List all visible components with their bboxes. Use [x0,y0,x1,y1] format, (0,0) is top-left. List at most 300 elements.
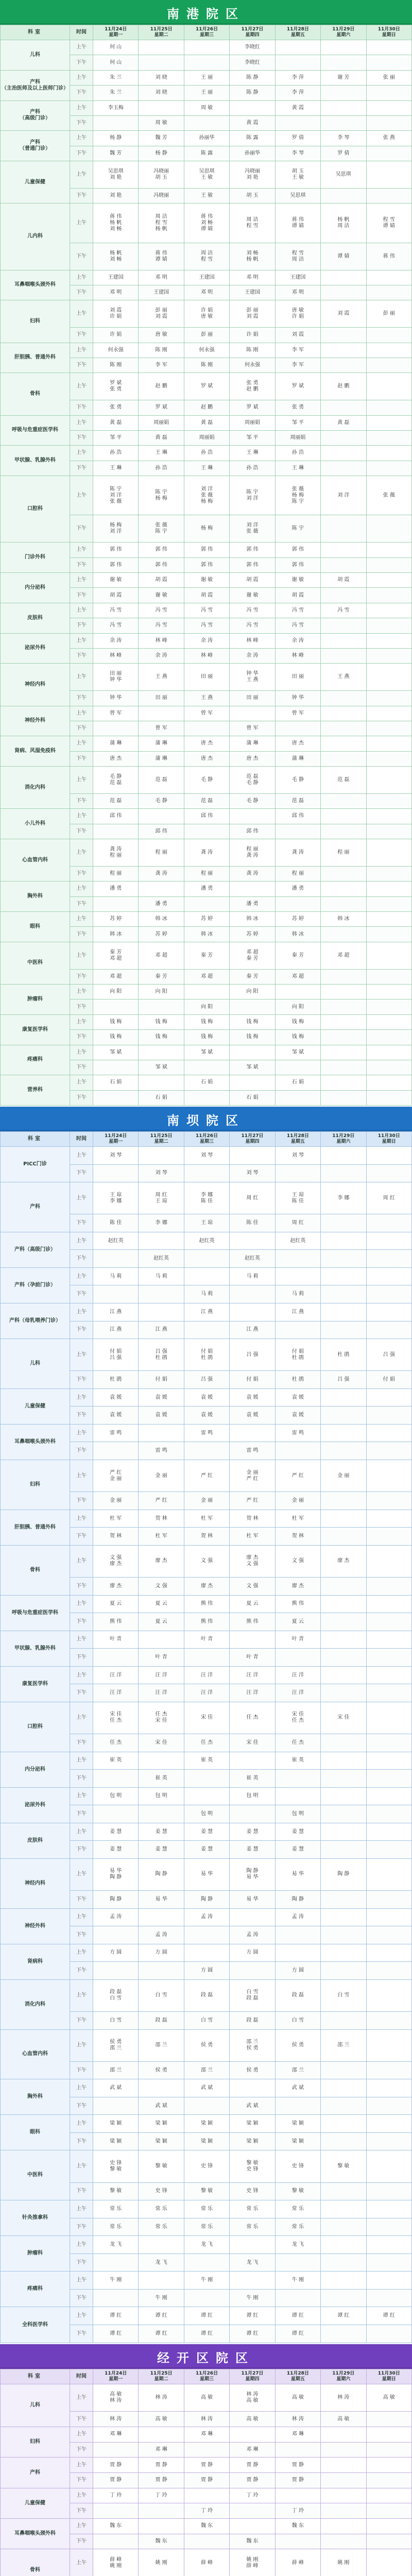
date-column-header [139,1132,184,1147]
time-slot-label: 下午 [70,146,93,161]
doctor-cell: 龚 涛 [275,839,320,867]
doctor-cell [321,446,366,461]
doctor-cell: 李 娜 [139,1214,184,1232]
date-label: 11月28日 [286,2371,309,2376]
doctor-cell: 龙 飞 [275,2236,320,2254]
time-slot-label: 下午 [70,588,93,603]
doctor-cell [366,1805,411,1823]
doctor-cell [321,1908,366,1926]
doctor-cell: 钟 华 [275,691,320,706]
doctor-cell: 任 杰 [230,1702,275,1734]
doctor-cell: 史 锋 黎 敏 [93,2150,139,2182]
doctor-cell: 梁 颖 [275,2132,320,2150]
doctor-cell: 刘 霞 许 娟 [93,300,139,328]
doctor-cell [366,942,411,969]
doctor-cell: 张 薇 [366,476,411,515]
doctor-cell: 汪 洋 [275,1666,320,1684]
doctor-cell: 钱 梅 [184,1030,229,1045]
time-slot-label: 上午 [70,2458,93,2473]
doctor-cell [321,1090,366,1105]
doctor-cell [321,2473,366,2488]
doctor-cell [275,896,320,911]
doctor-cell: 白 雪 [275,2012,320,2030]
doctor-cell: 白 雪 [139,1979,184,2011]
time-slot-label: 下午 [70,400,93,415]
time-slot-label: 上午 [70,1147,93,1165]
doctor-cell [366,1752,411,1770]
time-slot-label: 下午 [70,115,93,130]
doctor-cell [93,1649,139,1667]
time-slot-label: 下午 [70,358,93,372]
doctor-cell: 陈 露 [184,146,229,161]
doctor-cell: 袁 媛 [275,1406,320,1425]
doctor-cell [321,2442,366,2458]
time-slot-label: 上午 [70,476,93,515]
doctor-cell: 李 娜 [321,1182,366,1214]
doctor-cell: 易 华 [230,1891,275,1909]
department-name: 肿瘤科 [1,985,70,1015]
doctor-cell: 李 琴 [275,146,320,161]
time-slot-label: 下午 [70,721,93,736]
doctor-cell: 崔 英 [139,1770,184,1788]
doctor-cell [275,1164,320,1182]
doctor-cell [366,2079,411,2097]
doctor-cell [321,985,366,999]
doctor-cell: 罗 斌 [230,400,275,415]
doctor-cell [366,1631,411,1649]
doctor-cell: 郭 伟 [275,543,320,557]
doctor-cell [93,1164,139,1182]
weekday-label: 星期日 [382,32,396,38]
time-slot-label: 上午 [70,1045,93,1060]
doctor-cell: 陶 静 [275,1891,320,1909]
doctor-cell: 丁 玲 [275,2503,320,2519]
doctor-cell [366,1528,411,1546]
doctor-cell: 王 敏 [184,188,229,203]
doctor-cell [139,2079,184,2097]
department-name: 消化内科 [1,1979,70,2029]
doctor-cell: 曾 军 [275,706,320,721]
doctor-cell: 向 阳 [139,985,184,999]
doctor-cell [321,1841,366,1859]
doctor-cell: 何永强 [230,358,275,372]
doctor-cell: 牛 刚 [139,2289,184,2307]
doctor-cell: 常 乐 [93,2218,139,2236]
doctor-cell [366,1979,411,2011]
time-column-header: 时间 [70,1132,93,1147]
doctor-cell [366,1492,411,1510]
time-slot-label: 下午 [70,1060,93,1075]
doctor-cell: 王建国 [139,285,184,300]
doctor-cell: 马 莉 [184,1285,229,1303]
doctor-cell: 文 强 [230,1578,275,1596]
doctor-cell [366,1164,411,1182]
department-name: 产科 [1,1182,70,1232]
doctor-cell: 陈 宇 [275,515,320,543]
doctor-cell [366,1787,411,1805]
time-slot-label: 下午 [70,1578,93,1596]
doctor-cell: 陈 宇 杨 梅 [139,476,184,515]
time-slot-label: 上午 [70,1908,93,1926]
doctor-cell: 丁 玲 [93,2488,139,2503]
department-name: PICC门诊 [1,1147,70,1182]
doctor-cell: 江 燕 [139,1321,184,1339]
date-column-header [275,1132,320,1147]
doctor-cell [366,1595,411,1613]
department-name: 胸外科 [1,882,70,912]
doctor-cell: 潘 勇 [275,882,320,896]
doctor-cell [366,161,411,189]
doctor-cell: 任 杰 [184,1734,229,1752]
department-name: 呼吸与危重症医学科 [1,1595,70,1631]
header-row [1,2369,412,2384]
doctor-cell: 邹 斌 [139,1060,184,1075]
doctor-cell: 姜 慧 [275,1841,320,1859]
doctor-cell: 姜 慧 [230,1841,275,1859]
doctor-cell [366,1014,411,1029]
schedule-row [1,1303,412,1321]
time-slot-label: 下午 [70,1770,93,1788]
schedule-row [1,1858,412,1890]
doctor-cell: 陈 宇 刘 洋 [230,476,275,515]
department-name: 消化内科 [1,767,70,809]
time-slot-label: 上午 [70,1595,93,1613]
doctor-cell: 叶 青 [275,1631,320,1649]
doctor-cell: 宋 佳 [139,1734,184,1752]
doctor-cell: 李 琴 [321,131,366,146]
doctor-cell: 毛 静 [184,767,229,794]
doctor-cell: 袁 媛 [230,1388,275,1406]
doctor-cell [321,1944,366,1962]
doctor-cell: 薛 峰 [275,2549,320,2576]
time-slot-label: 上午 [70,2488,93,2503]
schedule-row [1,300,412,328]
doctor-cell: 雷 鸣 [139,1442,184,1460]
time-column-header: 时间 [70,2369,93,2384]
schedule-row [1,543,412,557]
doctor-cell [366,543,411,557]
doctor-cell [321,461,366,476]
doctor-cell: 孙 浩 [230,461,275,476]
doctor-cell: 姚 刚 薛 峰 [230,2549,275,2576]
doctor-cell: 彭 丽 刘 霞 [139,300,184,328]
doctor-cell: 贾 静 [139,2473,184,2488]
time-slot-label: 下午 [70,1684,93,1702]
doctor-cell: 易 华 陶 静 [93,1858,139,1890]
doctor-cell: 黎 敏 [321,2150,366,2182]
time-slot-label: 下午 [70,648,93,663]
schedule-row [1,1595,412,1613]
doctor-cell [366,721,411,736]
doctor-cell [230,1232,275,1250]
date-column-header [93,2369,139,2384]
time-slot-label: 下午 [70,1164,93,1182]
doctor-cell: 朱 兰 [93,86,139,100]
doctor-cell [366,839,411,867]
doctor-cell [321,86,366,100]
doctor-cell [230,706,275,721]
doctor-cell: 吕 强 [230,1339,275,1371]
department-name: 口腔科 [1,1702,70,1752]
department-name: 神经内科 [1,664,70,706]
doctor-cell [93,115,139,130]
doctor-cell [366,1303,411,1321]
time-slot-label: 上午 [70,942,93,969]
doctor-cell: 韩 冰 [230,912,275,927]
doctor-cell [321,1250,366,1268]
doctor-cell [93,2289,139,2307]
doctor-cell [230,1075,275,1090]
doctor-cell [139,1075,184,1090]
doctor-cell: 林 峰 [139,633,184,648]
doctor-cell [321,1267,366,1285]
doctor-cell [366,2061,411,2079]
doctor-cell: 黄 霞 [230,115,275,130]
doctor-cell [321,557,366,572]
doctor-cell [366,1388,411,1406]
doctor-cell [366,896,411,911]
doctor-cell: 黎 敏 史 锋 [230,2150,275,2182]
doctor-cell: 周丽娟 [139,415,184,430]
time-slot-label: 上午 [70,2549,93,2576]
schedule-row [1,736,412,751]
doctor-cell [366,270,411,285]
doctor-cell: 高 敏 [139,2412,184,2427]
schedule-row [1,343,412,358]
doctor-cell: 胡 霞 [321,573,366,588]
schedule-row [1,573,412,588]
doctor-cell: 汪 洋 [184,1684,229,1702]
doctor-cell: 罗 倩 [275,131,320,146]
doctor-cell [366,1926,411,1944]
doctor-cell: 梁 颖 [139,2132,184,2150]
time-slot-label: 上午 [70,1752,93,1770]
department-name: 疼痛科 [1,1045,70,1075]
doctor-cell: 姜 慧 [93,1823,139,1841]
doctor-cell: 付 娟 杜 鹃 [184,1339,229,1371]
doctor-cell: 郭 伟 [93,557,139,572]
time-slot-label: 下午 [70,1030,93,1045]
date-column-header [230,2369,275,2384]
doctor-cell [321,1528,366,1546]
schedule-row [1,204,412,243]
doctor-cell: 邓 明 [275,285,320,300]
doctor-cell: 熊 伟 [230,1613,275,1631]
doctor-cell [139,2236,184,2254]
weekday-label: 星期一 [109,1139,123,1144]
doctor-cell: 刘 琴 [93,1147,139,1165]
date-label: 11月26日 [196,2371,218,2376]
doctor-cell: 宋 佳 任 杰 [93,1702,139,1734]
doctor-cell: 蒋 伟 谭 婧 [275,204,320,243]
doctor-cell: 钱 梅 [275,1030,320,1045]
doctor-cell: 王 琼 李 娜 [93,1182,139,1214]
doctor-cell [366,2012,411,2030]
doctor-cell [321,1891,366,1909]
schedule-table-header [1,2369,412,2384]
date-label: 11月25日 [150,27,173,32]
doctor-cell: 范 磊 [139,767,184,794]
doctor-cell: 汪 洋 [93,1684,139,1702]
doctor-cell: 段 磊 白 雪 [93,1979,139,2011]
doctor-cell [321,115,366,130]
department-name: 中医科 [1,942,70,984]
doctor-cell: 熊 伟 [275,1595,320,1613]
doctor-cell: 易 华 [275,1858,320,1890]
doctor-cell: 贾 静 [275,2473,320,2488]
doctor-cell [321,2182,366,2200]
doctor-cell: 邱 伟 [184,809,229,824]
doctor-cell: 侯 勇 邵 兰 [93,2029,139,2061]
doctor-cell [321,1214,366,1232]
doctor-cell: 姜 慧 [230,1823,275,1841]
doctor-cell: 刘 洋 张 薇 杨 梅 [184,476,229,515]
date-label: 11月27日 [241,2371,264,2376]
doctor-cell [321,285,366,300]
doctor-cell: 王 丽 [184,86,229,100]
department-name: 产科 [1,2458,70,2488]
schedule-row [1,2200,412,2218]
schedule-row [1,1267,412,1285]
doctor-cell [321,1014,366,1029]
department-name: 耳鼻咽喉头颈外科 [1,270,70,300]
doctor-cell [93,1060,139,1075]
time-slot-label: 上午 [70,300,93,328]
doctor-cell: 周丽娟 [275,430,320,445]
doctor-cell [321,1684,366,1702]
doctor-cell [321,1613,366,1631]
date-column-header [275,2369,320,2384]
doctor-cell: 陈 刚 [139,343,184,358]
doctor-cell: 林 涛 高 敏 [230,2384,275,2412]
doctor-cell [321,1285,366,1303]
department-name: 全科医学科 [1,2307,70,2343]
doctor-cell: 付 娟 吕 强 [93,1339,139,1371]
department-name: 甲状腺、乳腺外科 [1,1631,70,1666]
schedule-table-body [1,1147,412,2343]
doctor-cell: 谭 红 [230,2307,275,2325]
doctor-cell [230,1303,275,1321]
doctor-cell: 陈 露 [230,131,275,146]
time-slot-label: 下午 [70,927,93,942]
doctor-cell: 蒲 琳 [275,751,320,766]
doctor-cell [366,1442,411,1460]
doctor-cell [366,1510,411,1528]
time-slot-label: 下午 [70,1841,93,1859]
doctor-cell: 孙 浩 [184,446,229,461]
doctor-cell: 范 磊 毛 静 [230,767,275,794]
doctor-cell [321,2519,366,2534]
doctor-cell: 彭 丽 [184,328,229,343]
doctor-cell: 苏 婷 [139,927,184,942]
doctor-cell: 史 锋 [275,2150,320,2182]
doctor-cell [366,2488,411,2503]
doctor-cell [321,430,366,445]
time-slot-label: 上午 [70,270,93,285]
doctor-cell: 叶 青 [93,1631,139,1649]
doctor-cell [275,2488,320,2503]
doctor-cell: 钟 华 [93,691,139,706]
doctor-cell [366,2097,411,2115]
schedule-row [1,1014,412,1029]
doctor-cell: 孟 涛 [230,1926,275,1944]
schedule-row [1,2272,412,2290]
doctor-cell [366,1944,411,1962]
doctor-cell: 付 娟 杜 鹃 [275,1339,320,1371]
department-name: 中医科 [1,2150,70,2200]
doctor-cell: 姜 慧 [93,1841,139,1859]
schedule-table-body [1,40,412,1106]
doctor-cell [366,1285,411,1303]
doctor-cell: 陈 宇 刘 洋 张 薇 [93,476,139,515]
doctor-cell: 高 敏 [321,2412,366,2427]
doctor-cell: 常 乐 [230,2218,275,2236]
doctor-cell: 唐 敏 [139,328,184,343]
doctor-cell: 冯 雪 [184,618,229,633]
department-name: 肾病科 [1,1944,70,1979]
doctor-cell: 林 涛 [321,2384,366,2412]
doctor-cell: 胡 霞 [184,588,229,603]
doctor-cell [321,1805,366,1823]
doctor-cell [366,1147,411,1165]
doctor-cell: 邵 兰 [93,2061,139,2079]
schedule-row [1,70,412,85]
doctor-cell: 邹 斌 [230,1060,275,1075]
doctor-cell [93,1090,139,1105]
doctor-cell: 向 阳 [230,985,275,999]
time-slot-label: 上午 [70,1460,93,1492]
department-name: 儿童保健 [1,1388,70,1424]
doctor-cell [366,1090,411,1105]
doctor-cell: 江 燕 [184,1303,229,1321]
doctor-cell: 刘 畅 杨 帆 [230,243,275,270]
doctor-cell [321,2503,366,2519]
department-name: 产科 （高级门诊） [1,100,70,131]
doctor-cell: 梁 颖 [184,2115,229,2133]
doctor-cell: 秦 芳 [139,969,184,984]
time-slot-label: 下午 [70,1528,93,1546]
doctor-cell: 方 圆 [139,1944,184,1962]
doctor-cell [139,55,184,70]
time-slot-label: 上午 [70,161,93,189]
doctor-cell [366,358,411,372]
time-slot-label: 下午 [70,515,93,543]
doctor-cell: 雷 鸣 [184,1424,229,1442]
doctor-cell: 包 明 [230,1787,275,1805]
doctor-cell: 林 峰 [93,648,139,663]
doctor-cell: 文 强 [139,1578,184,1596]
doctor-cell [321,55,366,70]
doctor-cell: 袁 媛 [139,1406,184,1425]
doctor-cell: 冯晓丽 [139,188,184,203]
doctor-cell [321,2458,366,2473]
time-slot-label: 上午 [70,1303,93,1321]
doctor-cell: 姜 慧 [139,1823,184,1841]
doctor-cell [321,2218,366,2236]
doctor-cell: 陶 静 [321,1858,366,1890]
doctor-cell: 汪 洋 [139,1684,184,1702]
doctor-cell: 李 军 [275,343,320,358]
doctor-cell [230,2519,275,2534]
date-label: 11月24日 [105,2371,127,2376]
doctor-cell: 金 丽 严 红 [230,1460,275,1492]
doctor-cell [366,1075,411,1090]
doctor-cell: 杨 静 [139,146,184,161]
doctor-cell: 黎 敏 [139,2150,184,2182]
doctor-cell [139,706,184,721]
department-name: 眼科 [1,912,70,942]
doctor-cell: 白 雪 [321,1979,366,2011]
